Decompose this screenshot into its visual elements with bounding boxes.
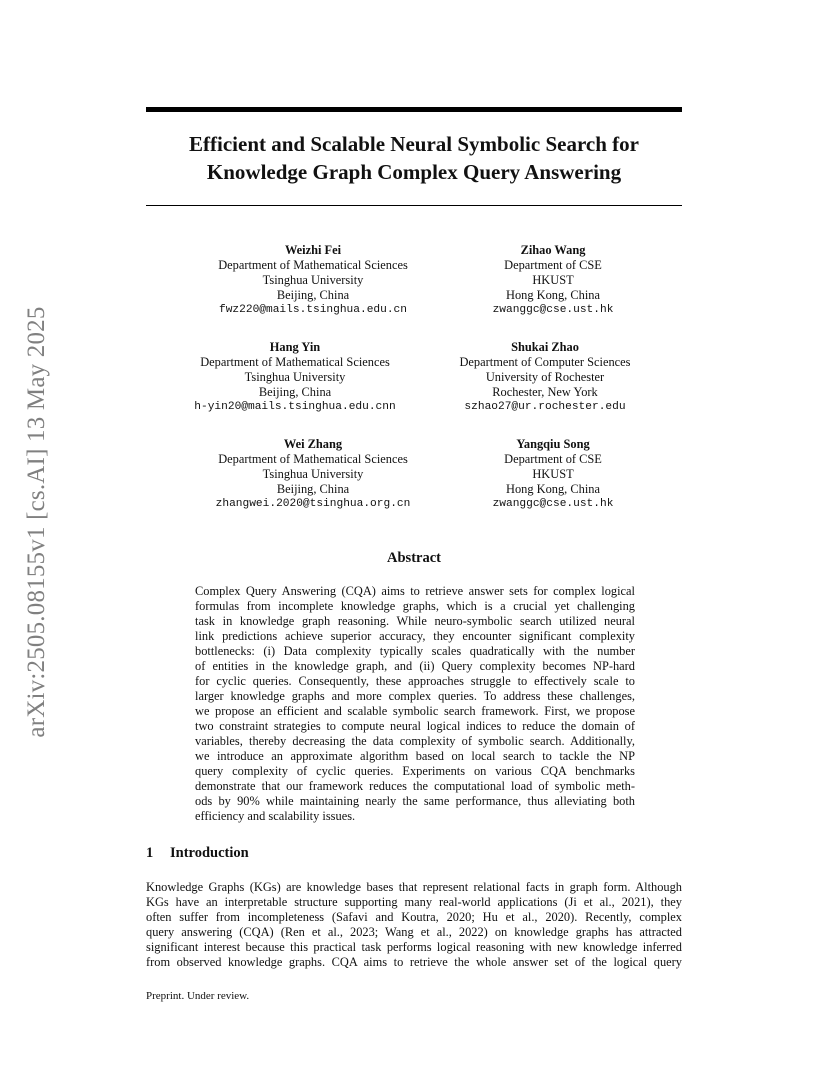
- author-name: Shukai Zhao: [511, 340, 579, 354]
- author-block: [393, 437, 713, 512]
- author-department: Department of CSE: [504, 258, 602, 272]
- author-email[interactable]: fwz220@mails.tsinghua.edu.cn: [219, 304, 407, 316]
- author-name: Weizhi Fei: [284, 243, 342, 257]
- abstract-line: for cyclic queries. Consequently, these approaches struggle to effectively scale to: [195, 674, 635, 688]
- abstract-line: demonstrate that our framework reduces the computational load of symbolic meth-: [195, 779, 635, 793]
- author-location: Beijing, China: [276, 288, 350, 302]
- author-location: Beijing, China: [258, 385, 332, 399]
- author-name: Wei Zhang: [283, 437, 343, 451]
- abstract-line: we propose an efficient and scalable symbolic search framework. First, we propose: [195, 704, 635, 718]
- arxiv-identifier: arXiv:2505.08155v1 [cs.AI] 13 May 2025: [23, 306, 50, 738]
- author-department: Department of Mathematical Sciences: [200, 355, 390, 369]
- author-department: Department of Mathematical Sciences: [218, 452, 408, 466]
- abstract-line: query complexity of cyclic queries. Experiments on various CQA benchmarks: [195, 764, 635, 778]
- abstract-line: two constraint strategies to compute neural logical indices to reduce the domain of: [195, 719, 635, 733]
- footer-note: Preprint. Under review.: [146, 990, 250, 1002]
- abstract-line: of entities in the knowledge graph, and (ii) Query complexity becomes NP-hard: [195, 659, 635, 673]
- author-email[interactable]: h-yin20@mails.tsinghua.edu.cnn: [194, 401, 396, 413]
- intro-line: KGs have an interpretable structure supporting many real-world applications (Ji et al., 2021), they: [146, 895, 682, 909]
- abstract-line: task in knowledge graph reasoning. While neuro-symbolic search utilized neural: [195, 614, 635, 628]
- abstract-line: we introduce an approximate algorithm based on local search to tackle the NP: [195, 749, 635, 763]
- author-organization: HKUST: [532, 273, 574, 287]
- intro-line: from observed knowledge graphs. CQA aims to retrieve the whole answer set of the logical query: [146, 955, 682, 969]
- author-organization: Tsinghua University: [244, 370, 346, 384]
- author-department: Department of Computer Sciences: [459, 355, 631, 369]
- author-organization: Tsinghua University: [262, 273, 364, 287]
- author-name: Zihao Wang: [520, 243, 586, 257]
- title-bottom-rule: [146, 205, 682, 206]
- author-department: Department of Mathematical Sciences: [218, 258, 408, 272]
- title-top-rule: [146, 107, 682, 112]
- paper-title: [146, 130, 682, 186]
- author-organization: University of Rochester: [485, 370, 605, 384]
- author-organization: HKUST: [532, 467, 574, 481]
- intro-line: Knowledge Graphs (KGs) are knowledge bases that represent relational facts in graph form. Although: [146, 880, 682, 894]
- author-department: Department of CSE: [504, 452, 602, 466]
- author-block: [393, 243, 713, 318]
- intro-line: often suffer from incompleteness (Safavi and Koutra, 2020; Hu et al., 2020). Recently, complex: [146, 910, 682, 924]
- author-name: Yangqiu Song: [516, 437, 590, 451]
- abstract-line: link predictions achieve superior accuracy, they encounter significant complexity: [195, 629, 635, 643]
- author-organization: Tsinghua University: [262, 467, 364, 481]
- abstract-line: efficiency and scalability issues.: [195, 809, 356, 823]
- intro-line: significant interest because this practical task performs logical reasoning with new knowledge inferred: [146, 940, 682, 954]
- title-line: Efficient and Scalable Neural Symbolic Search for: [189, 132, 639, 156]
- author-email[interactable]: szhao27@ur.rochester.edu: [464, 401, 626, 413]
- author-email[interactable]: zwanggc@cse.ust.hk: [492, 304, 614, 316]
- abstract-line: larger knowledge graphs and more complex queries. To address these challenges,: [195, 689, 635, 703]
- author-email[interactable]: zhangwei.2020@tsinghua.org.cn: [215, 498, 411, 510]
- author-block: [385, 340, 705, 415]
- author-location: Hong Kong, China: [506, 482, 600, 496]
- section-title: Introduction: [170, 845, 249, 861]
- author-email[interactable]: zwanggc@cse.ust.hk: [492, 498, 614, 510]
- abstract-line: variables, thereby decreasing the data complexity of symbolic search. Additionally,: [195, 734, 635, 748]
- author-location: Hong Kong, China: [506, 288, 600, 302]
- abstract-line: formulas from incomplete knowledge graphs, which is a crucial yet challenging: [195, 599, 635, 613]
- author-location: Rochester, New York: [492, 385, 598, 399]
- abstract-line: Complex Query Answering (CQA) aims to retrieve answer sets for complex logical: [195, 584, 635, 598]
- section-number: 1: [146, 845, 154, 861]
- title-line: Knowledge Graph Complex Query Answering: [206, 160, 622, 184]
- abstract-line: bottlenecks: (i) Data complexity typically scales quadratically with the number: [195, 644, 635, 658]
- author-name: Hang Yin: [269, 340, 321, 354]
- abstract-heading: Abstract: [387, 550, 441, 566]
- intro-line: query answering (CQA) (Ren et al., 2023; Wang et al., 2022) on knowledge graphs has attracted: [146, 925, 682, 939]
- section-heading: [146, 845, 249, 862]
- author-location: Beijing, China: [276, 482, 350, 496]
- abstract-line: ods by 90% while maintaining nearly the same performance, thus alleviating both: [195, 794, 635, 808]
